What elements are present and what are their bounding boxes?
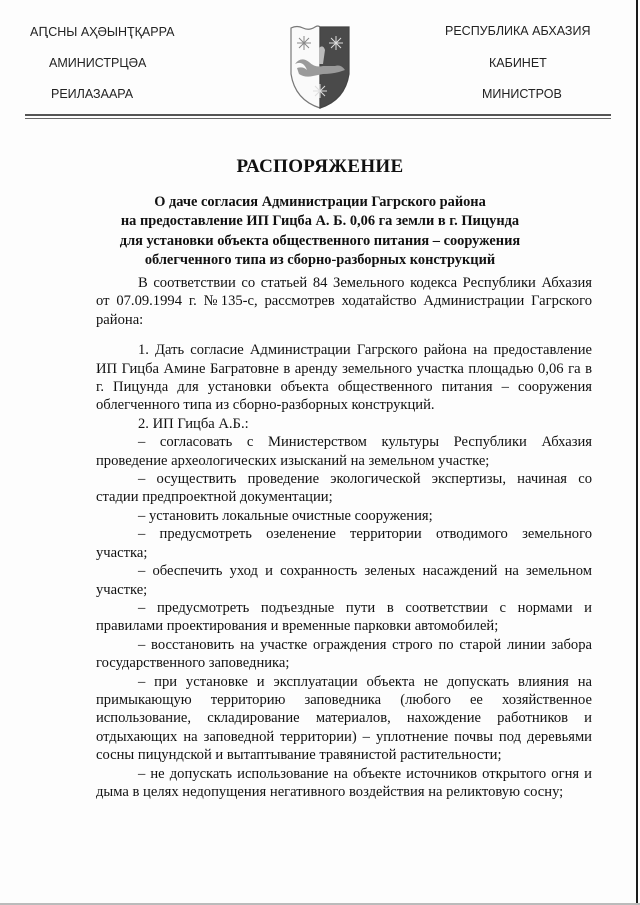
subtitle-line: облегченного типа из сборно-разборных конструкций — [144, 252, 496, 269]
item-2-point: – обеспечить уход и сохранность зеленых насаждений на земельном участке; — [96, 563, 592, 598]
item-2-point: – установить локальные очистные сооружения; — [138, 507, 433, 524]
document-title: РАСПОРЯЖЕНИЕ — [236, 156, 404, 177]
subtitle-line: для установки объекта общественного питания – сооружения — [119, 232, 521, 249]
item-2-point: – не допускать использование на объекте источников открытого огня и дыма в целях недопущения негативного воздействия на реликтовую сосну; — [96, 765, 592, 800]
scan-edge — [636, 0, 638, 905]
item-2-point: – предусмотреть подъездные пути в соответствии с нормами и правилами проектирования и временные парковки автомобилей; — [96, 599, 592, 635]
header-left-line: АԤСНЫ АҲӘЫНҬҚАРРА — [30, 25, 175, 39]
coat-of-arms-icon — [287, 24, 353, 110]
item-2-point: – предусмотреть озеленение территории отводимого земельного участка; — [96, 526, 592, 561]
document-body — [96, 274, 592, 801]
subtitle-line: О даче согласия Администрации Гагрского района — [154, 194, 486, 210]
subtitle-line: на предоставление ИП Гицба А. Б. 0,06 га земли в г. Пицунда — [120, 213, 520, 230]
item-2-point: – согласовать с Министерством культуры Республики Абхазия проведение археологических изысканий на земельном участке; — [96, 434, 592, 469]
header-divider — [25, 114, 611, 119]
item-2-heading: 2. ИП Гицба А.Б.: — [138, 415, 249, 432]
document-subtitle — [80, 193, 560, 271]
item-2-point: – при установке и эксплуатации объекта не допускать влияния на примыкающую территорию заповедника (любого ее хозяйственное использование, складирование материалов, нахождение работников и отдыхающих на заповедной территории) – уплотнение почвы под деревьями сосны пицундской и вытаптывание травянистой растительности; — [96, 673, 592, 764]
header-left-line: РЕИЛАЗААРА — [51, 87, 134, 101]
header-left-line: АМИНИСТРЦӘА — [49, 56, 147, 70]
header-right-line: МИНИСТРОВ — [482, 87, 562, 101]
item-2-point: – восстановить на участке ограждения строго по старой линии забора государственного заповедника; — [96, 636, 592, 672]
header-right-line: РЕСПУБЛИКА АБХАЗИЯ — [445, 24, 591, 38]
preamble-paragraph: В соответствии со статьей 84 Земельного кодекса Республики Абхазия от 07.09.1994 г. №135-с, рассмотрев ходатайство Администрации Гагрского района: — [96, 275, 592, 328]
header-right-line: КАБИНЕТ — [489, 56, 547, 70]
item-1-paragraph: 1. Дать согласие Администрации Гагрского района на предоставление ИП Гицба Амине Багратовне в аренду земельного участка площадью 0,06 га в г. Пицунда для установки объекта общественного питания – сооружения облегченного типа из сборно-разборных конструкций. — [96, 342, 592, 414]
item-2-point: – осуществить проведение экологической экспертизы, начиная со стадии предпроектной документации; — [96, 471, 592, 506]
